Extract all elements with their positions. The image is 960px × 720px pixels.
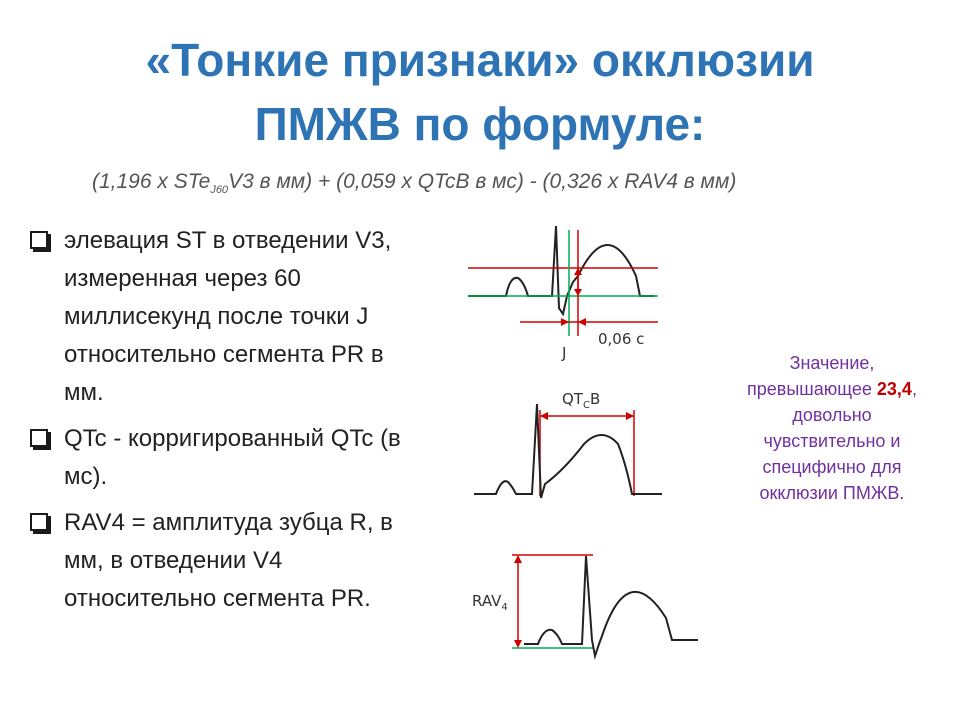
arrowhead-icon — [514, 640, 522, 648]
formula — [92, 170, 892, 196]
rav4-label-sub: 4 — [501, 602, 508, 613]
arrowhead-icon — [626, 412, 634, 420]
formula-part-1: (1,196 x STe — [92, 170, 211, 193]
bullet-qtc — [28, 420, 428, 496]
note-text-after: , довольно чувствительно и специфично для окклюзии ПМЖВ. — [759, 379, 917, 503]
j-point-label: J — [562, 344, 567, 362]
ecg-st-elevation-figure — [468, 218, 678, 363]
arrowhead-icon — [574, 289, 582, 296]
title-line-1: «Тонкие признаки» окклюзии — [145, 34, 815, 86]
bullet-rav4 — [28, 504, 428, 618]
ecg-waveform — [524, 556, 698, 656]
note-threshold-value: 23,4 — [876, 379, 912, 399]
arrowhead-icon — [514, 555, 522, 563]
formula-subscript: J60 — [210, 184, 229, 197]
qtcb-label-tail: B — [589, 390, 601, 408]
qtcb-label-sub: C — [582, 400, 590, 411]
arrowhead-icon — [540, 412, 548, 420]
title-line-2: ПМЖВ по формуле: — [254, 98, 706, 150]
formula-part-2: V3 в мм) + (0,059 x QTcB в мс) - (0,326 x RAV4 в мм) — [228, 170, 737, 193]
bullet-st-elevation — [28, 222, 428, 412]
slide-title — [40, 28, 920, 156]
bullet-list — [28, 222, 428, 626]
checkbox-bullet-icon — [30, 429, 48, 447]
ecg-waveform — [468, 226, 655, 314]
arrowhead-icon — [561, 318, 569, 326]
bullet-text: QTc - корригированный QTc (в мс). — [64, 425, 401, 490]
qtcb-label — [562, 390, 600, 411]
note-text-before: Значение, превышающее — [747, 353, 875, 399]
ecg-qtcb-figure — [474, 382, 670, 504]
interval-label: 0,06 с — [598, 330, 645, 348]
rav4-label-main: RAV — [472, 592, 502, 610]
checkbox-bullet-icon — [30, 513, 48, 531]
checkbox-bullet-icon — [30, 231, 48, 249]
qtcb-label-main: QT — [562, 390, 583, 408]
ecg-rav4-figure — [468, 548, 704, 660]
rav4-label — [472, 592, 508, 613]
arrowhead-icon — [578, 318, 586, 326]
bullet-text: элевация ST в отведении V3, измеренная через 60 миллисекунд после точки J относительно сегмента PR в мм. — [64, 227, 392, 406]
threshold-note — [732, 350, 932, 506]
bullet-text: RAV4 = амплитуда зубца R, в мм, в отведении V4 относительно сегмента PR. — [64, 509, 393, 612]
